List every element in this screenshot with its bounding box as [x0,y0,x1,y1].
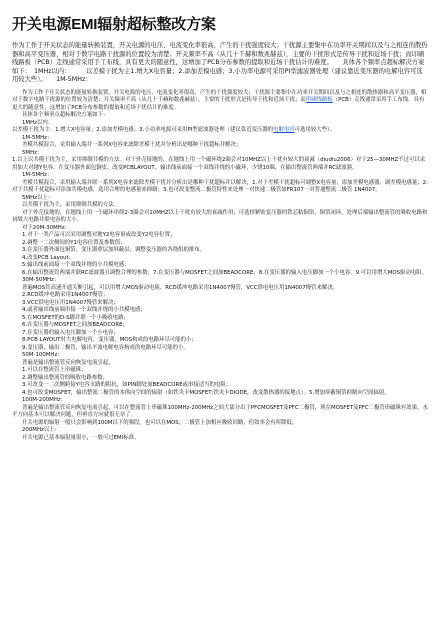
document-body [12,90,428,443]
paragraph-text: 以差模干扰为主：1.增大X电容量；2.添加差模电感；3.小功率电源可采用PI型滤波器处理（建议靠近变压器的 [12,127,274,134]
paragraph-text: （PCB）走线通常采用手工布线，具有更大的随意性，这增加了PCB分布参数的提取和近场干扰估计的难度。 [12,97,425,111]
document-title: 开关电源EMI辐射超标整改方案 [12,16,216,33]
body-paragraph [12,345,428,353]
body-paragraph [12,127,428,135]
body-paragraph [12,322,428,330]
body-paragraph [12,367,428,375]
paragraph-text: 2.调整输出整流管的吸收电路参数； [22,374,109,381]
body-paragraph [12,172,428,180]
paragraph-text: 具体各个频率点超标解决方案如下： [22,112,109,119]
body-paragraph [12,292,428,300]
paragraph-text: 7.在变压器的输入电压脚加一个小电容； [22,329,119,336]
body-paragraph [12,112,428,120]
body-paragraph [12,277,428,285]
paragraph-text: 2.调整一二次侧间的Y1电容位置及参数值； [22,239,126,246]
body-paragraph [12,180,428,195]
paragraph-text: 5.在MOSFET的D-S脚并联一个小吸收电路； [22,314,129,321]
body-paragraph [12,382,428,390]
paragraph-text: 开关电源的辐射一般只会影响到100M以下的频段。也可以在MOS，二极管上加相应吸收回路，但效率会有所降低。 [22,419,298,426]
paragraph-text: 普遍是输出整流管反向恢复电流引起，可以在整流管上串磁珠100MHz-200MHz之间大部分出于PFCMOSFET及PFC二极管，现在MOSFET及PFC二极管串磁珠有效果，水平方向基本可以解决问题，但垂直方向就很无奈了。 [12,404,428,419]
paragraph-text: 5MHz： [22,149,43,156]
body-paragraph [12,157,428,172]
body-paragraph [12,247,428,255]
body-paragraph [12,435,428,443]
intro-paragraph: 作为工作于开关状态的能量转换装置，开关电源的电压、电流变化率很高，产生的干扰强度较大；干扰源主要集中在功率开关期间以及与之相连的散热器和高平变压器，相对于数字电路干扰源的位置较为清楚；开关频率不高（从几十千赫和数兆赫兹），主要的干扰形式是传导干扰和近场干扰；而印刷线路板（PCB）走线通常采用手工布线，具有更大的随意性，这增加了PCB分布参数的提取和近场干扰估计的难度。 具体各个频率点超标解决方案如下： 1MHz以内： 以差模干扰为主1.增大X电容量；2.添加差模电感；3.小功率电源可采用PI型滤波器处理（建议靠近变压器的电解电容可选用较大些）。 1M-5MHz： [12,42,428,84]
paragraph-text: 100M-200MHz： [22,397,67,404]
paragraph-text: 开关电源已基本辐射量很小，一般可过EMI标准。 [22,434,140,441]
paragraph-text: 1.以上以共模干扰为主，采用抑制共模的方法。对于外壳接地的，在地线上用一个磁环绕2圈会对10MHZ以上干扰有较大的衰减（diudiu2006）对于25—30MHZ不过可以采用加大对地Y电容、在变压器外面包铜皮、改变PCBLAYOUT、输出线前面接一个双线并绕的小磁环，少饶10圈，在输出整流管两端并RC滤波器。 [12,157,426,171]
paragraph-text: 30M-50MHz： [22,277,60,284]
paragraph-text: 普遍MOS管高速开通关断引起，可以用增大MOS驱动电阻，RCD缓冲电路采用1N4007慢管，VCC供电电压用1N4007慢管来解决。 [22,284,339,291]
body-paragraph [12,270,428,278]
paragraph-text: 4.也可改变MOSFET，输出整流二极管的本体向空间的辐射（如铁夹卡MOSFET;铁夹卡DIODE，改变散热器的接地点）。5.增加屏蔽铜箔抑制向空间辐射。 [22,389,390,396]
paragraph-text: 5MHz以上： [22,194,54,201]
paragraph-text: 1M-5MHz： [22,172,53,179]
body-paragraph [12,262,428,270]
body-paragraph [12,307,428,315]
body-paragraph [12,210,428,225]
inline-link[interactable]: 电解电容 [273,127,295,134]
paragraph-text: 4.改变PCB Layout； [22,254,75,261]
body-paragraph [12,390,428,398]
paragraph-text: 3.VCC供电电压用1N4007慢管来解决； [22,299,119,306]
paragraph-text: 差模共模混合，采用输入端并一系列X电容来滤除差模干扰并分析出是哪种干扰超标并解决； [22,142,242,149]
paragraph-text: 普遍是输出整流管反向恢复电流引起， [22,359,114,366]
paragraph-text: 4.或者输出线前端串接一个双线并绕的小共模电感； [22,307,146,314]
paragraph-text: 对于外壳接地的，在地线上用一个磁环串绕2-3圈会对10MHZ以上干扰有较大的衰减作用；可选择紧贴变压器的铁芯粘铜箔，铜箔闭环。处理后端输出整流管的吸收电路和初级大电路并联电容的大小。 [12,209,428,224]
body-paragraph [12,90,428,113]
paragraph-text: 作为工作于开关状态的能量转换装置，开关电源的电压、电流变化率很高，产生的干扰强度较大；干扰源主要集中在功率开关期间以及与之相连的散热器和高平变压器，相对于数字电路干扰源的位置较为清楚；开关频率不高（从几十千赫和数兆赫兹），主要的干扰形式是传导干扰和近场干扰；而 [12,89,427,104]
paragraph-text: 1.可以在整流管上串磁珠； [22,367,87,374]
paragraph-text: 3.在变压器外面包铜箔；变压器重层加屏蔽层；调整变压器的各绕组的排布。 [22,247,206,254]
paragraph-text: 6.在变压器与MOSFET之间加BEADCORE； [22,322,128,329]
paragraph-text: 可选用较大些）。 [294,127,336,134]
paragraph-text: 1.对于一类产品可以采用调整对地Y2电容量或改变Y2电容位置； [22,232,176,239]
paragraph-text: 以共模干扰为主，采用抑制共模的方法。 [22,202,120,209]
paragraph-text: 5.输出线前面接一个双线并绕的小共模电感； [22,262,130,269]
paragraph-text: 8.PCB LAYOUT时大电解电容，变压器，MOS构成的电路环尽可能的小； [22,337,197,344]
paragraph-text: 6.在输出整流管两端并联RC滤波器且调整合理的参数；7.在变压器与MOSFET之间加BEADCORE；8.在变压器的输入电压脚加一个小电容。9.可以用增大MOS驱动电阻。 [22,269,428,276]
body-paragraph [12,202,428,210]
paragraph-text: 50M-100MHz： [22,352,63,359]
paragraph-text: 对于20M-30MHz： [22,224,71,231]
body-paragraph [12,405,428,420]
paragraph-text: 2.RCD缓冲电路采用1N4007慢管； [22,292,109,299]
paragraph-text: 1M-5MHz： [22,134,53,141]
body-paragraph [12,427,428,435]
inline-link[interactable]: 印刷线路板 [305,97,333,104]
body-paragraph [12,337,428,345]
paragraph-text: 1MHz以内： [22,119,54,126]
body-paragraph [12,352,428,360]
paragraph-text: 3.可改变一二次侧跨接Y电容支路的阻抗，如PIN脚处加BEADCORE或串接适当的电阻； [22,382,232,389]
paragraph-text: 200MHz以上： [22,427,60,434]
body-paragraph [12,232,428,240]
body-paragraph [12,142,428,150]
paragraph-text: 差模共模混合，采用输入端并联一系列X电容来滤除差模干扰并分析出是哪种干扰超标并以解决，1.对于差模干扰超标可调整X电容量，添加差模电感器，调差模电感量；2.对于共模干扰超标可添加共模电感，选用合理的电感量来抑制；3.也可改变整流二极管特性来处理一对快速二极管如FR107一对普通整流二极管 1N4007。 [12,179,428,194]
body-paragraph [12,420,428,428]
body-paragraph [12,397,428,405]
paragraph-text: 9.变压器，输出二极管，输出平波电解电容构成的电路环尽可能的小。 [22,344,189,351]
